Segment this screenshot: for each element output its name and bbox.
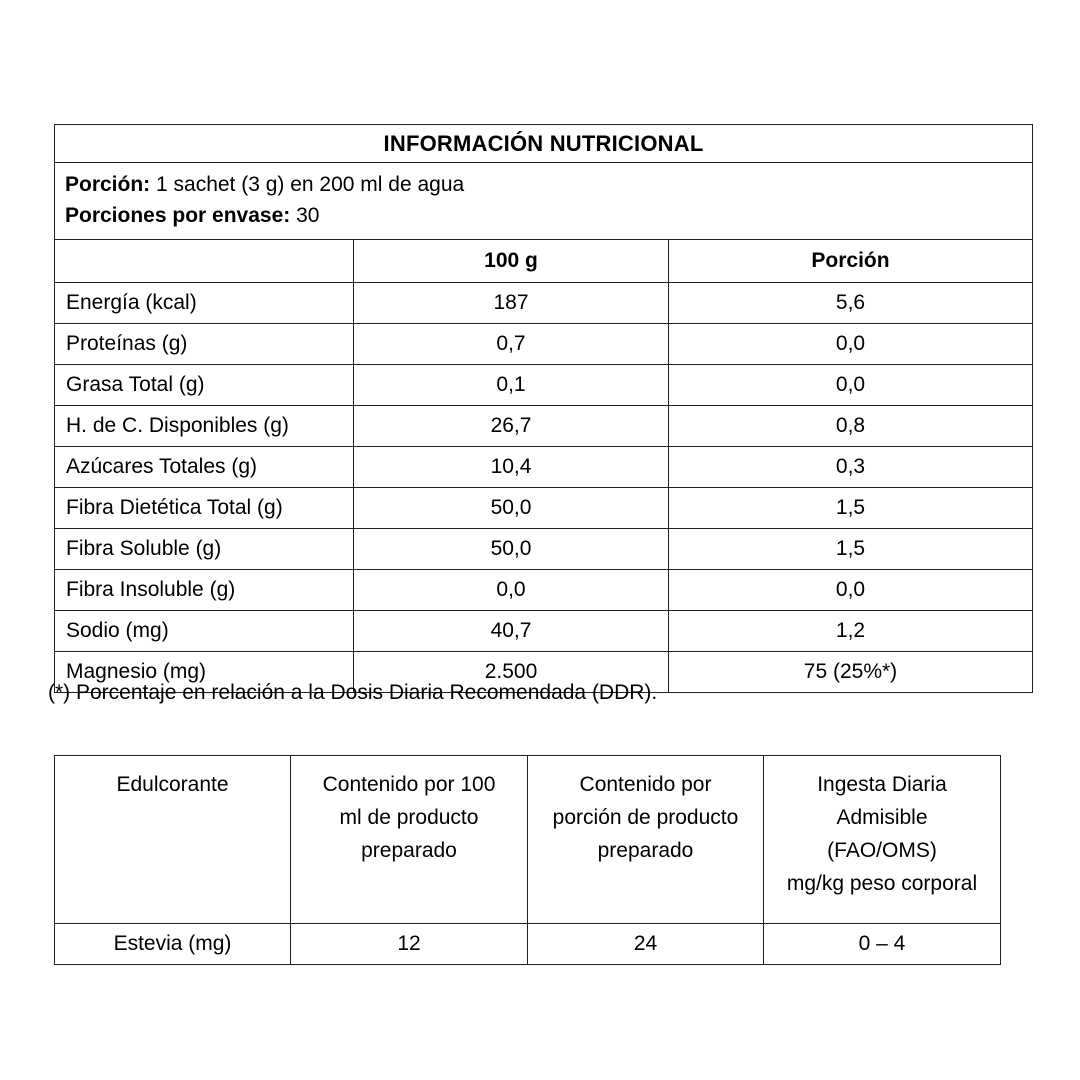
nutrient-per-100g: 0,0 bbox=[354, 570, 669, 611]
nutrient-name: H. de C. Disponibles (g) bbox=[55, 406, 354, 447]
sweetener-name-column-header bbox=[55, 756, 291, 924]
table-row bbox=[55, 365, 1033, 406]
table-row bbox=[55, 529, 1033, 570]
nutrient-column-header bbox=[55, 240, 354, 283]
nutrient-name: Fibra Dietética Total (g) bbox=[55, 488, 354, 529]
nutrient-per-portion: 0,0 bbox=[669, 570, 1033, 611]
nutrient-per-100g: 26,7 bbox=[354, 406, 669, 447]
sweetener-name: Estevia (mg) bbox=[55, 924, 291, 965]
nutrient-per-100g: 187 bbox=[354, 283, 669, 324]
header-line: Contenido por bbox=[579, 773, 712, 796]
per-portion-column-header: Porción bbox=[669, 240, 1033, 283]
serving-info-row bbox=[55, 163, 1033, 240]
table-title-row bbox=[55, 125, 1033, 163]
servings-value: 30 bbox=[290, 204, 320, 227]
header-line: Ingesta Diaria bbox=[817, 773, 947, 796]
nutrient-name: Grasa Total (g) bbox=[55, 365, 354, 406]
table-row bbox=[55, 447, 1033, 488]
nutrient-per-100g: 2.500 bbox=[354, 652, 669, 693]
table-row bbox=[55, 324, 1033, 365]
nutrition-title: INFORMACIÓN NUTRICIONAL bbox=[55, 125, 1033, 163]
sweetener-table bbox=[54, 755, 1001, 965]
servings-label: Porciones por envase: bbox=[65, 204, 291, 227]
nutrient-name: Azúcares Totales (g) bbox=[55, 447, 354, 488]
header-line: preparado bbox=[361, 839, 457, 862]
nutrient-name: Magnesio (mg) bbox=[55, 652, 354, 693]
nutrient-per-portion: 1,5 bbox=[669, 529, 1033, 570]
nutrient-name: Proteínas (g) bbox=[55, 324, 354, 365]
header-line: ml de producto bbox=[339, 806, 479, 829]
header-line: preparado bbox=[597, 839, 694, 862]
nutrient-per-portion: 0,0 bbox=[669, 365, 1033, 406]
serving-info-cell bbox=[55, 163, 1033, 240]
nutrient-per-portion: 0,3 bbox=[669, 447, 1033, 488]
nutrition-facts-table bbox=[54, 124, 1033, 693]
portion-value: 1 sachet (3 g) en 200 ml de agua bbox=[150, 173, 465, 196]
table-row bbox=[55, 283, 1033, 324]
column-header-row bbox=[55, 240, 1033, 283]
nutrient-name: Fibra Soluble (g) bbox=[55, 529, 354, 570]
nutrient-per-portion: 1,5 bbox=[669, 488, 1033, 529]
nutrient-per-100g: 0,7 bbox=[354, 324, 669, 365]
portion-line bbox=[65, 169, 1032, 200]
nutrient-per-100g: 40,7 bbox=[354, 611, 669, 652]
table-row bbox=[55, 611, 1033, 652]
nutrition-facts-panel bbox=[54, 124, 1032, 693]
per-100g-column-header: 100 g bbox=[354, 240, 669, 283]
nutrient-per-portion: 75 (25%*) bbox=[669, 652, 1033, 693]
header-line: porción de producto bbox=[552, 806, 739, 829]
nutrient-per-100g: 50,0 bbox=[354, 529, 669, 570]
content-per-100ml-column-header bbox=[291, 756, 528, 924]
sweetener-adi: 0 – 4 bbox=[764, 924, 1001, 965]
nutrient-per-100g: 0,1 bbox=[354, 365, 669, 406]
sweetener-per-portion: 24 bbox=[528, 924, 764, 965]
nutrient-name: Sodio (mg) bbox=[55, 611, 354, 652]
nutrient-per-100g: 50,0 bbox=[354, 488, 669, 529]
nutrient-per-portion: 5,6 bbox=[669, 283, 1033, 324]
acceptable-daily-intake-column-header bbox=[764, 756, 1001, 924]
content-per-portion-column-header bbox=[528, 756, 764, 924]
nutrient-per-portion: 1,2 bbox=[669, 611, 1033, 652]
table-row bbox=[55, 570, 1033, 611]
nutrient-per-portion: 0,0 bbox=[669, 324, 1033, 365]
portion-label: Porción: bbox=[65, 173, 151, 196]
header-line: mg/kg peso corporal bbox=[786, 872, 978, 895]
table-row bbox=[55, 924, 1001, 965]
nutrient-name: Fibra Insoluble (g) bbox=[55, 570, 354, 611]
nutrient-per-portion: 0,8 bbox=[669, 406, 1033, 447]
header-line: Admisible bbox=[836, 806, 928, 829]
nutrient-name: Energía (kcal) bbox=[55, 283, 354, 324]
sweetener-header-row bbox=[55, 756, 1001, 924]
servings-per-container-line bbox=[65, 200, 1032, 231]
header-line: Edulcorante bbox=[116, 773, 229, 796]
table-row bbox=[55, 488, 1033, 529]
ddr-footnote: (*) Porcentaje en relación a la Dosis Diaria Recomendada (DDR). bbox=[48, 681, 658, 704]
table-row bbox=[55, 406, 1033, 447]
nutrient-per-100g: 10,4 bbox=[354, 447, 669, 488]
header-line: Contenido por 100 bbox=[322, 773, 496, 796]
sweetener-panel bbox=[54, 755, 1000, 965]
header-line: (FAO/OMS) bbox=[827, 839, 937, 862]
sweetener-per-100ml: 12 bbox=[291, 924, 528, 965]
